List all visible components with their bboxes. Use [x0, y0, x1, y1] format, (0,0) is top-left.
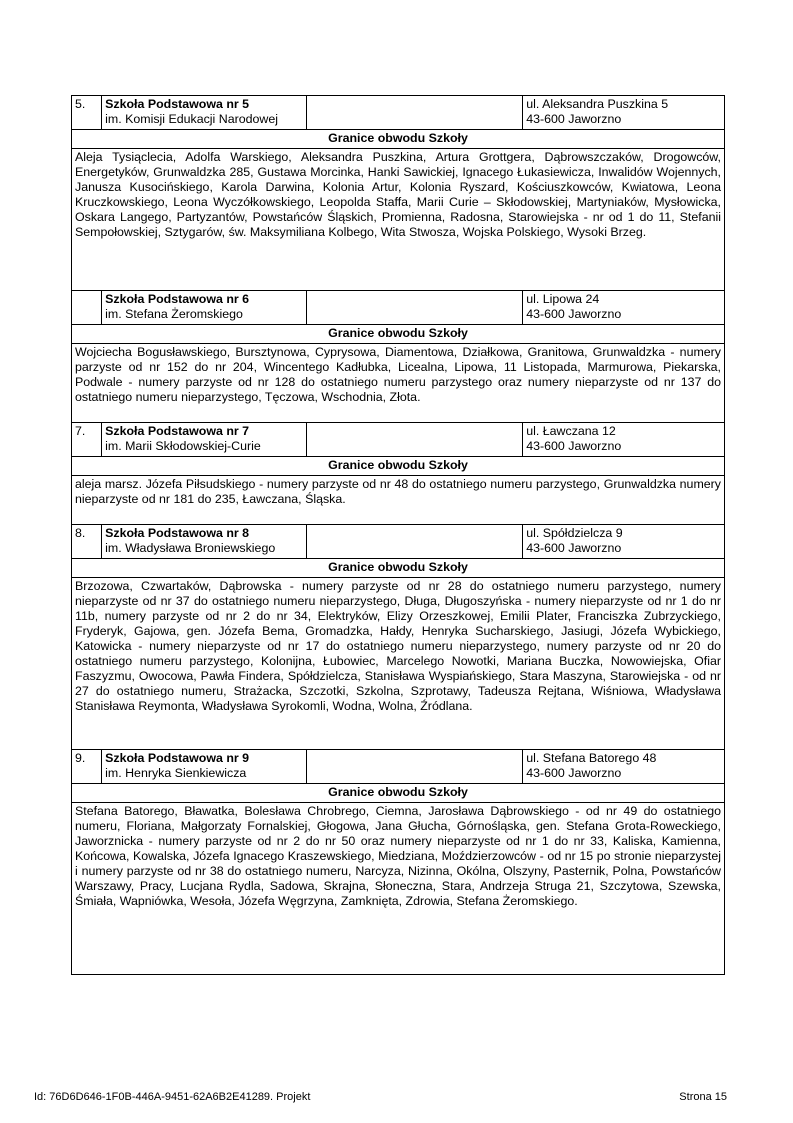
school-name: Szkoła Podstawowa nr 5 [105, 97, 250, 111]
school-city: 43-600 Jaworzno [526, 307, 622, 321]
school-number: 7. [72, 423, 102, 457]
school-address-cell [523, 525, 725, 559]
school-city: 43-600 Jaworzno [526, 112, 622, 126]
school-city: 43-600 Jaworzno [526, 541, 622, 555]
school-street: ul. Aleksandra Puszkina 5 [526, 97, 669, 111]
school-address-cell [523, 750, 725, 784]
boundary-heading: Granice obwodu Szkoły [72, 784, 725, 803]
school-street: ul. Stefana Batorego 48 [526, 751, 657, 765]
school-name-cell [102, 291, 307, 325]
school-row [72, 750, 725, 784]
district-streets: Wojciecha Bogusławskiego, Bursztynowa, Cyprysowa, Diamentowa, Działkowa, Granitowa, Grunwaldzka - numery parzyste od nr 152 do nr 204, Wincentego Kadłubka, Licealna, Lipowa, 11 Listopada, Marmurowa, Piekarska, Podwale - numery parzyste od nr 128 do ostatniego numeru parzystego oraz numery nieparzyste od nr 137 do ostatniego numeru nieparzystego, Tęczowa, Wschodnia, Złota. [72, 344, 725, 423]
district-streets: Brzozowa, Czwartaków, Dąbrowska - numery parzyste od nr 28 do ostatniego numeru parzystego, numery nieparzyste od nr 37 do ostatniego numeru nieparzystego, Długa, Długoszyńska - numery nieparzyste od nr 1 do nr 11b, numery parzyste od nr 2 do nr 34, Elektryków, Elizy Orzeszkowej, Emilii Plater, Franciszka Zubrzyckiego, Fryderyk, Gajowa, gen. Józefa Bema, Gromadzka, Hałdy, Henryka Sucharskiego, Jasiugi, Józefa Wybickiego, Katowicka - numery nieparzyste od nr 17 do ostatniego numeru nieparzystego, numery parzyste od nr 20 do ostatniego numeru parzystego, Kolonijna, Łubowiec, Marcelego Nowotki, Mariana Buczka, Nowowiejska, Ofiar Faszyzmu, Owocowa, Pawła Findera, Spółdzielcza, Stanisława Wyspiańskiego, Stara Maszyna, Starowiejska - od nr 27 do ostatniego numeru, Strażacka, Szczotki, Szkolna, Szprotawy, Tadeusza Rejtana, Wiśniowa, Władysława Stanisława Reymonta, Władysława Syrokomli, Wodna, Wolna, Źródlana. [72, 578, 725, 750]
school-name: Szkoła Podstawowa nr 9 [105, 751, 250, 765]
school-row [72, 525, 725, 559]
school-patron: im. Marii Skłodowskiej-Curie [105, 439, 261, 453]
school-address-cell [523, 291, 725, 325]
boundary-heading: Granice obwodu Szkoły [72, 457, 725, 476]
school-number: 5. [72, 96, 102, 130]
school-city: 43-600 Jaworzno [526, 766, 622, 780]
school-districts-table-container [71, 95, 725, 975]
empty-cell [306, 750, 522, 784]
school-number: 9. [72, 750, 102, 784]
school-row [72, 96, 725, 130]
document-id: Id: 76D6D646-1F0B-446A-9451-62A6B2E41289. Projekt [34, 1091, 311, 1103]
district-streets: Stefana Batorego, Bławatka, Bolesława Chrobrego, Ciemna, Jarosława Dąbrowskiego - od nr 49 do ostatniego numeru, Floriana, Małgorzaty Fornalskiej, Głogowa, Jana Głucha, Górnośląska, gen. Stefana Grota-Roweckiego, Jaworznicka - numery parzyste od nr 2 do nr 50 oraz numery nieparzyste od nr 1 do nr 33, Kaliska, Kamienna, Końcowa, Kowalska, Józefa Ignacego Kraszewskiego, Miedziana, Moździerzowców - od nr 15 po stronie nieparzystej i numery parzyste od nr 38 do ostatniego numeru, Narcyza, Nizinna, Okólna, Olszyny, Pasternik, Polna, Powstańców Warszawy, Pracy, Lucjana Rydla, Sadowa, Skrajna, Słoneczna, Stara, Andrzeja Struga 21, Szczytowa, Szewska, Śmiała, Wapniówka, Wesoła, Józefa Węgrzyna, Zamknięta, Zdrowia, Stefana Żeromskiego. [72, 803, 725, 975]
school-street: ul. Spółdzielcza 9 [526, 526, 623, 540]
school-name: Szkoła Podstawowa nr 6 [105, 292, 250, 306]
school-row [72, 291, 725, 325]
school-city: 43-600 Jaworzno [526, 439, 622, 453]
school-row [72, 423, 725, 457]
school-name: Szkoła Podstawowa nr 7 [105, 424, 250, 438]
school-patron: im. Henryka Sienkiewicza [105, 766, 247, 780]
school-address-cell [523, 96, 725, 130]
school-name-cell [102, 423, 307, 457]
district-streets: Aleja Tysiąclecia, Adolfa Warskiego, Aleksandra Puszkina, Artura Grottgera, Dąbrowszczaków, Drogowców, Energetyków, Grunwaldzka 285, Gustawa Morcinka, Hanki Sawickiej, Ignacego Łukasiewicza, Inwalidów Wojennych, Janusza Kusocińskiego, Karola Darwina, Kolonia Artur, Kolonia Ryszard, Kościuszkowców, Kwiatowa, Leona Kruczkowskiego, Leona Wyczółkowskiego, Leopolda Staffa, Marii Curie – Skłodowskiej, Martyniaków, Mysłowicka, Oskara Langego, Partyzantów, Powstańców Śląskich, Promienna, Radosna, Starowiejska - nr od 1 do 11, Stefanii Sempołowskiej, Sztygarów, św. Maksymiliana Kolbego, Wita Stwosza, Wojska Polskiego, Wysoki Brzeg. [72, 149, 725, 291]
school-patron: im. Władysława Broniewskiego [105, 541, 276, 555]
school-number [72, 291, 102, 325]
empty-cell [306, 291, 522, 325]
boundary-heading: Granice obwodu Szkoły [72, 130, 725, 149]
district-streets: aleja marsz. Józefa Piłsudskiego - numery parzyste od nr 48 do ostatniego numeru parzystego, Grunwaldzka numery nieparzyste od nr 181 do 235, Ławczana, Śląska. [72, 476, 725, 525]
school-address-cell [523, 423, 725, 457]
empty-cell [306, 423, 522, 457]
school-patron: im. Komisji Edukacji Narodowej [105, 112, 278, 126]
school-name-cell [102, 525, 307, 559]
page-number: Strona 15 [679, 1091, 727, 1103]
school-name-cell [102, 96, 307, 130]
boundary-heading: Granice obwodu Szkoły [72, 325, 725, 344]
school-number: 8. [72, 525, 102, 559]
school-street: ul. Lipowa 24 [526, 292, 600, 306]
school-name-cell [102, 750, 307, 784]
school-districts-table [71, 95, 725, 975]
empty-cell [306, 96, 522, 130]
page-footer [34, 1091, 727, 1103]
school-street: ul. Ławczana 12 [526, 424, 616, 438]
empty-cell [306, 525, 522, 559]
school-patron: im. Stefana Żeromskiego [105, 307, 243, 321]
school-name: Szkoła Podstawowa nr 8 [105, 526, 250, 540]
boundary-heading: Granice obwodu Szkoły [72, 559, 725, 578]
